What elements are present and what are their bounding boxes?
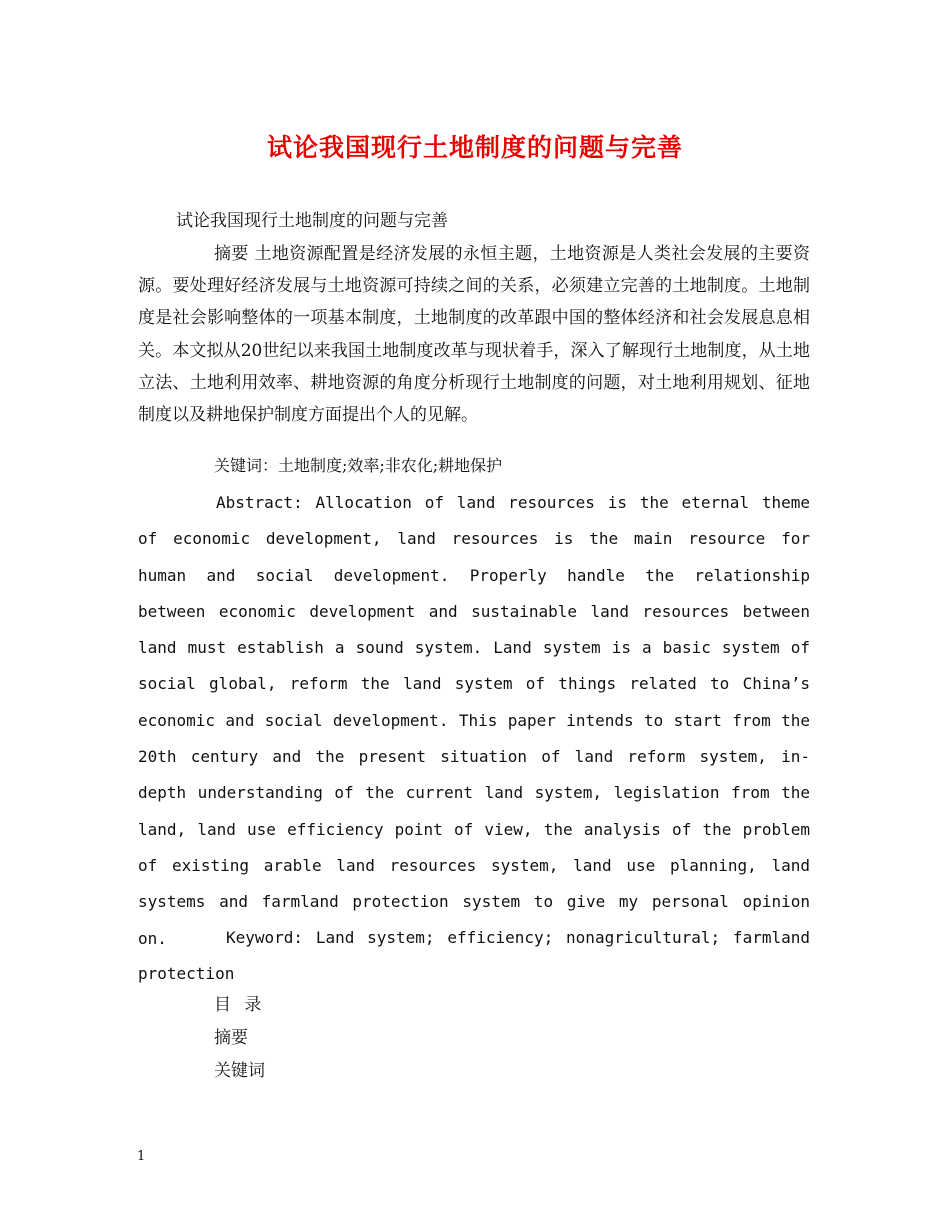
toc-item-keywords: 关键词 — [214, 1061, 265, 1081]
english-abstract: Abstract: Allocation of land resources is the eternal theme of economic development, land resources is the main resource for human and social development. Properly handle the relationship between economic development and sustainable land resources between land must establish a sound system. Land system is a basic system of social global, reform the land system of things related to China’s economic and social development. This paper intends to start from the 20th century and the present situation of land reform system, in-depth understanding of the current land system, legislation from the land, land use efficiency point of view, the analysis of the problem of existing arable land resources system, land use planning, land systems and farmland protection system to give my personal opinion on. — [138, 493, 810, 948]
chinese-abstract: 摘要 土地资源配置是经济发展的永恒主题，土地资源是人类社会发展的主要资源。要处理好经济发展与土地资源可持续之间的关系，必须建立完善的土地制度。土地制度是社会影响整体的一项基本制度，土地制度的改革跟中国的整体经济和社会发展息息相关。本文拟从20世纪以来我国土地制度改革与现状着手，深入了解现行土地制度，从土地立法、土地利用效率、耕地资源的角度分析现行土地制度的问题，对土地利用规划、征地制度以及耕地保护制度方面提出个人的见解。 — [138, 244, 810, 426]
page-number: 1 — [137, 1149, 146, 1164]
english-keywords: Keyword: Land system; efficiency; nonagricultural; farmland protection — [138, 928, 810, 983]
chinese-keywords: 关键词：土地制度;效率;非农化;耕地保护 — [214, 456, 503, 475]
document-subtitle: 试论我国现行土地制度的问题与完善 — [176, 211, 448, 231]
toc-item-abstract: 摘要 — [214, 1028, 248, 1048]
document-title: 试论我国现行土地制度的问题与完善 — [266, 133, 683, 162]
table-of-contents-heading: 目 录 — [214, 995, 266, 1015]
